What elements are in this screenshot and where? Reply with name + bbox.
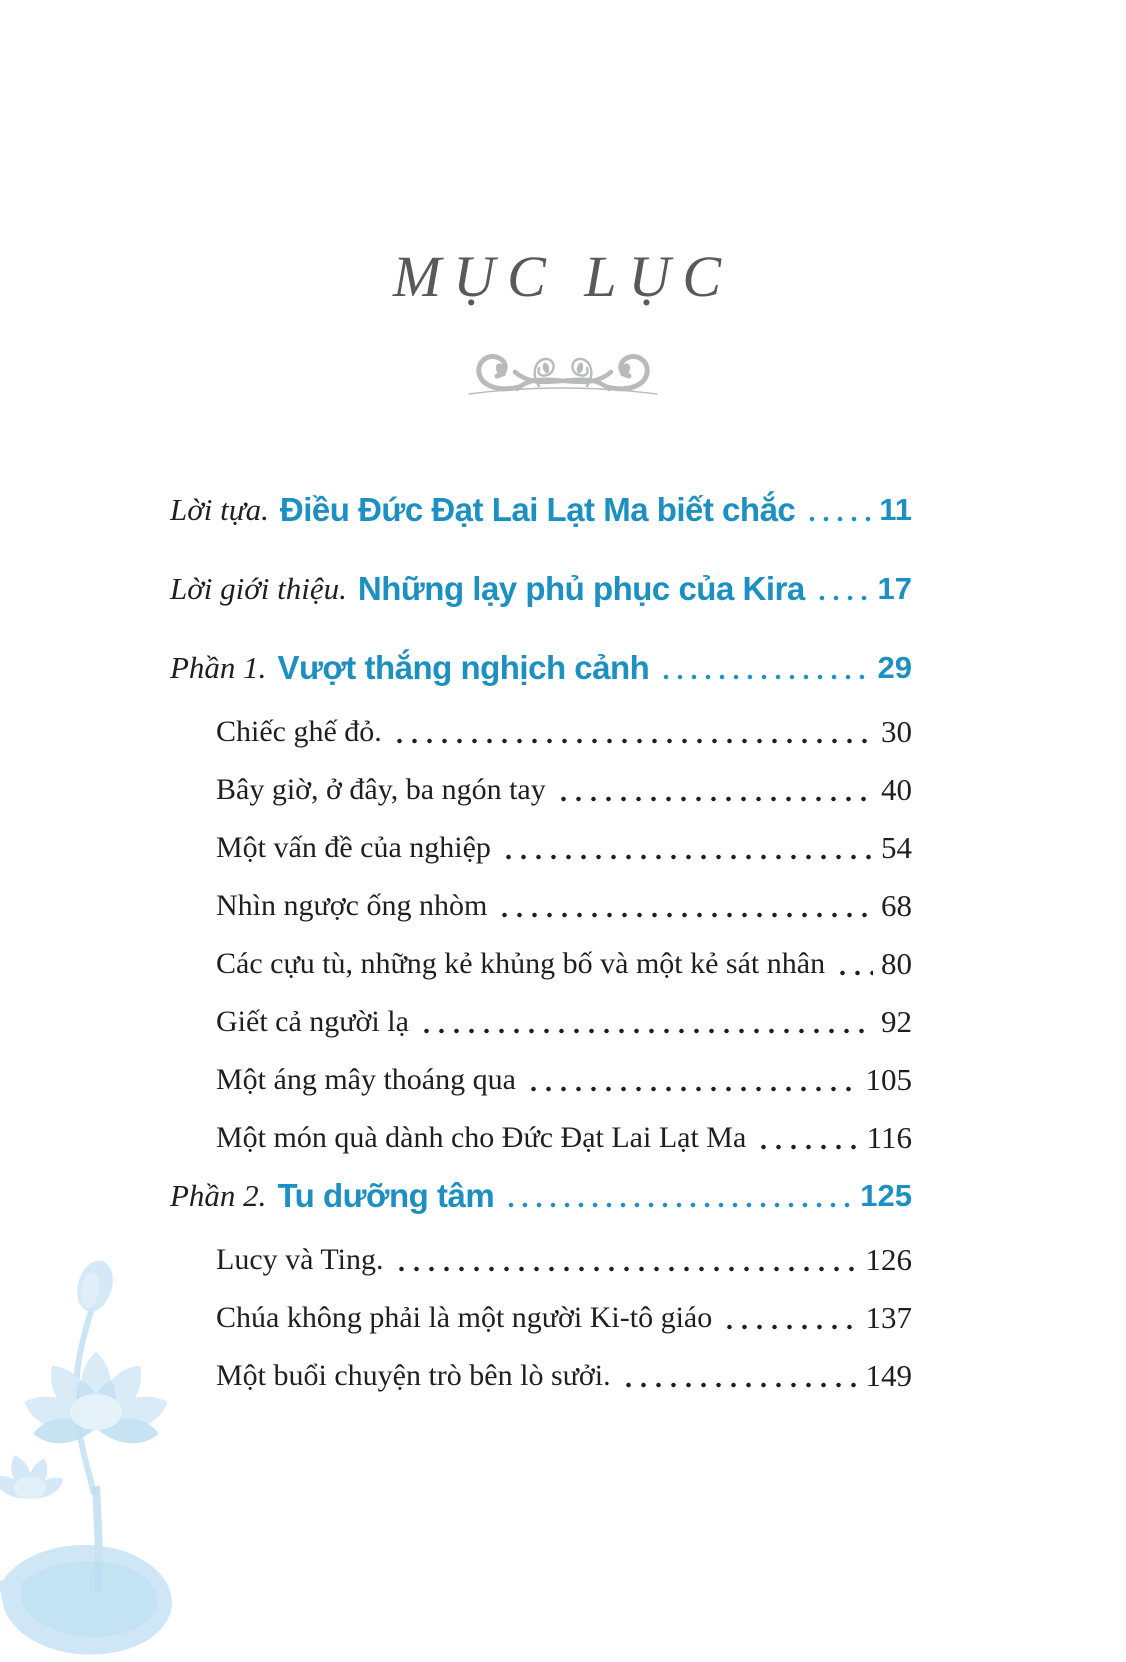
toc-entry-title: Các cựu tù, những kẻ khủng bố và một kẻ sát nhân [216,947,826,980]
dot-leader [805,491,871,528]
toc-entry [170,887,912,924]
toc-entry [170,1003,912,1040]
toc-entry [170,1241,912,1278]
toc-entry-prefix: Phần 1. [170,650,267,685]
toc-entry-title: Nhìn ngược ống nhòm [216,889,488,922]
toc-entry-title: Vượt thắng nghịch cảnh [277,649,650,686]
dot-leader [501,829,873,866]
toc-entry-title: Một buổi chuyện trò bên lò sưởi. [216,1359,611,1392]
toc-entry-page-number: 68 [881,888,912,923]
toc-entry [170,1177,912,1214]
toc-entry-page-number: 137 [865,1300,912,1335]
toc-entry [170,649,912,686]
toc-entry-page-number: 126 [865,1242,912,1277]
dot-leader [621,1357,858,1394]
toc-entry [170,713,912,750]
dot-leader [392,713,873,750]
dot-leader [756,1119,858,1156]
toc-entry-title: Một món quà dành cho Đức Đạt Lai Lạt Ma [216,1121,747,1154]
toc-entry-title: Bây giờ, ở đây, ba ngón tay [216,773,546,806]
toc-entry-page-number: 11 [879,492,912,527]
toc-entry-title: Giết cả người lạ [216,1005,409,1038]
toc-entry-title: Một áng mây thoáng qua [216,1063,516,1096]
page-title: MỤC LỤC [392,244,734,309]
flourish-scroll-icon [465,340,661,402]
toc-entry [170,1357,912,1394]
dot-leader [556,771,873,808]
toc-entry [170,491,912,528]
toc-entry-page-number: 105 [865,1062,912,1097]
toc-entry [170,570,912,607]
table-of-contents [170,491,912,1394]
toc-entry-page-number: 80 [881,946,912,981]
dot-leader [504,1177,852,1214]
dot-leader [497,887,873,924]
toc-entry [170,1061,912,1098]
toc-entry-prefix: Lời giới thiệu. [170,571,347,606]
toc-entry-page-number: 29 [877,650,912,685]
toc-entry-page-number: 149 [865,1358,912,1393]
toc-entry-prefix: Lời tựa. [170,492,269,527]
toc-entry-title: Chiếc ghế đỏ. [216,715,382,748]
toc-entry [170,1299,912,1336]
toc-entry [170,771,912,808]
dot-leader [835,945,873,982]
toc-entry-prefix: Phần 2. [170,1178,267,1213]
toc-entry-title: Điều Đức Đạt Lai Lạt Ma biết chắc [279,491,796,528]
toc-entry-title: Chúa không phải là một người Ki-tô giáo [216,1301,713,1334]
toc-entry-page-number: 40 [881,772,912,807]
dot-leader [526,1061,858,1098]
dot-leader [394,1241,858,1278]
dot-leader [659,649,869,686]
toc-entry [170,829,912,866]
toc-entry-title: Tu dưỡng tâm [277,1177,495,1214]
dot-leader [419,1003,873,1040]
toc-entry-page-number: 54 [881,830,912,865]
toc-entry-page-number: 92 [881,1004,912,1039]
toc-entry-page-number: 116 [866,1120,912,1155]
toc-entry-page-number: 125 [860,1178,912,1213]
toc-entry-title: Những lạy phủ phục của Kira [357,570,805,607]
toc-entry-title: Lucy và Ting. [216,1243,384,1276]
flourish-ornament [0,340,1126,407]
toc-entry [170,1119,912,1156]
toc-entry-title: Một vấn đề của nghiệp [216,831,491,864]
toc-entry-page-number: 17 [877,571,912,606]
dot-leader [815,570,870,607]
dot-leader [722,1299,857,1336]
toc-entry-page-number: 30 [881,714,912,749]
toc-entry [170,945,912,982]
